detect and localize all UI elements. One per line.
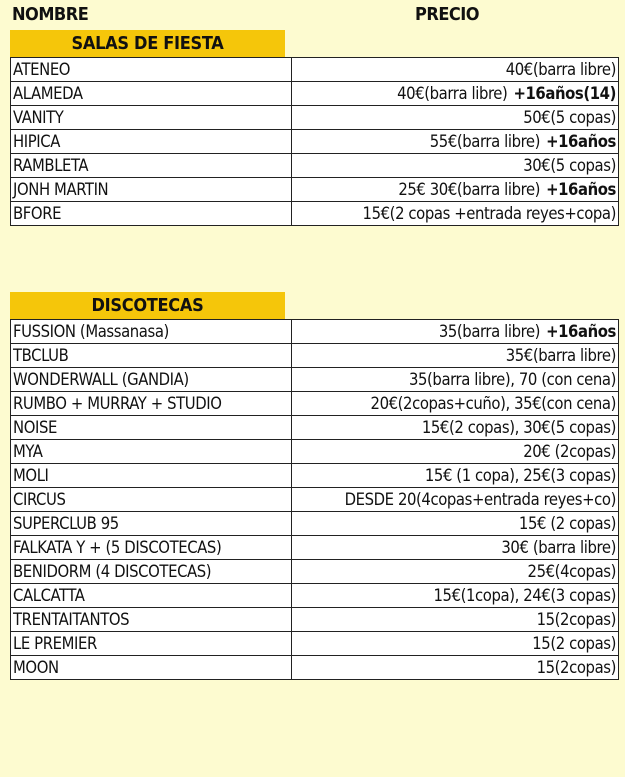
venue-price-cell	[292, 178, 619, 202]
table-row	[11, 320, 619, 344]
venue-price: 30€(5 copas)	[523, 156, 616, 175]
venue-price-cell	[292, 392, 619, 416]
venue-name: BFORE	[11, 202, 292, 226]
section-title-salas: SALAS DE FIESTA	[10, 30, 285, 57]
venue-price: 35(barra libre), 70 (con cena)	[408, 370, 616, 389]
venue-name: TBCLUB	[11, 344, 292, 368]
venue-price: 15€ (2 copas)	[518, 514, 616, 533]
venue-price: 20€ (2copas)	[523, 442, 616, 461]
venue-name: RUMBO + MURRAY + STUDIO	[11, 392, 292, 416]
venue-name: BENIDORM (4 DISCOTECAS)	[11, 560, 292, 584]
venue-price-cell	[292, 584, 619, 608]
venue-price-cell	[292, 416, 619, 440]
venue-name: RAMBLETA	[11, 154, 292, 178]
venue-price-cell	[292, 368, 619, 392]
venue-name: CIRCUS	[11, 488, 292, 512]
table-row	[11, 202, 619, 226]
table-row	[11, 656, 619, 680]
venue-price: 30€ (barra libre)	[501, 538, 616, 557]
salas-table	[10, 57, 619, 226]
venue-price-cell	[292, 512, 619, 536]
venue-price: 50€(5 copas)	[523, 108, 616, 127]
table-row	[11, 106, 619, 130]
venue-price: 15€ (1 copa), 25€(3 copas)	[424, 466, 616, 485]
venue-name: MOON	[11, 656, 292, 680]
table-row	[11, 368, 619, 392]
venue-price-cell	[292, 536, 619, 560]
venue-price: 15(2copas)	[536, 658, 616, 677]
table-row	[11, 584, 619, 608]
table-row	[11, 416, 619, 440]
venue-name: MYA	[11, 440, 292, 464]
venue-price: 25€ 30€(barra libre)	[398, 180, 541, 199]
table-row	[11, 608, 619, 632]
table-row	[11, 154, 619, 178]
venue-price-cell	[292, 106, 619, 130]
venue-price-cell	[292, 58, 619, 82]
venue-name: SUPERCLUB 95	[11, 512, 292, 536]
table-row	[11, 440, 619, 464]
venue-price-cell	[292, 130, 619, 154]
venue-name: VANITY	[11, 106, 292, 130]
table-row	[11, 392, 619, 416]
table-row	[11, 560, 619, 584]
age-restriction: +16años(14)	[513, 84, 616, 103]
venue-price-cell	[292, 154, 619, 178]
table-row	[11, 512, 619, 536]
table-row	[11, 130, 619, 154]
discotecas-table	[10, 319, 619, 680]
venue-name: ALAMEDA	[11, 82, 292, 106]
table-row	[11, 464, 619, 488]
age-restriction: +16años	[546, 322, 616, 341]
header-name: NOMBRE	[12, 4, 89, 25]
table-row	[11, 488, 619, 512]
venue-name: ATENEO	[11, 58, 292, 82]
venue-name: TRENTAITANTOS	[11, 608, 292, 632]
section-title-discotecas: DISCOTECAS	[10, 292, 285, 319]
age-restriction: +16años	[546, 132, 616, 151]
venue-name: MOLI	[11, 464, 292, 488]
venue-price-cell	[292, 464, 619, 488]
venue-price-cell	[292, 632, 619, 656]
venue-price: 15€(2 copas +entrada reyes+copa)	[362, 204, 616, 223]
age-restriction: +16años	[546, 180, 616, 199]
venue-price-cell	[292, 488, 619, 512]
header-price: PRECIO	[415, 4, 480, 25]
venue-price: 35€(barra libre)	[505, 346, 616, 365]
venue-name: CALCATTA	[11, 584, 292, 608]
venue-price-cell	[292, 656, 619, 680]
venue-name: FUSSION (Massanasa)	[11, 320, 292, 344]
venue-price-cell	[292, 82, 619, 106]
venue-price: 35(barra libre)	[438, 322, 541, 341]
table-row	[11, 82, 619, 106]
venue-name: FALKATA Y + (5 DISCOTECAS)	[11, 536, 292, 560]
venue-name: HIPICA	[11, 130, 292, 154]
table-row	[11, 344, 619, 368]
venue-price-cell	[292, 440, 619, 464]
venue-name: JONH MARTIN	[11, 178, 292, 202]
venue-price: 15€(2 copas), 30€(5 copas)	[421, 418, 616, 437]
venue-price: 15(2copas)	[536, 610, 616, 629]
table-row	[11, 178, 619, 202]
table-row	[11, 632, 619, 656]
venue-price: 40€(barra libre)	[505, 60, 616, 79]
venue-price-cell	[292, 320, 619, 344]
venue-price-cell	[292, 344, 619, 368]
venue-price: 55€(barra libre)	[429, 132, 541, 151]
venue-price: DESDE 20(4copas+entrada reyes+co)	[344, 490, 616, 509]
venue-price-cell	[292, 560, 619, 584]
venue-name: LE PREMIER	[11, 632, 292, 656]
venue-price-cell	[292, 608, 619, 632]
venue-price: 15(2 copas)	[532, 634, 616, 653]
venue-price: 40€(barra libre)	[397, 84, 508, 103]
venue-price: 25€(4copas)	[527, 562, 616, 581]
venue-price: 20€(2copas+cuño), 35€(con cena)	[370, 394, 616, 413]
table-row	[11, 58, 619, 82]
venue-name: WONDERWALL (GANDIA)	[11, 368, 292, 392]
venue-price: 15€(1copa), 24€(3 copas)	[433, 586, 616, 605]
venue-price-cell	[292, 202, 619, 226]
venue-name: NOISE	[11, 416, 292, 440]
table-row	[11, 536, 619, 560]
